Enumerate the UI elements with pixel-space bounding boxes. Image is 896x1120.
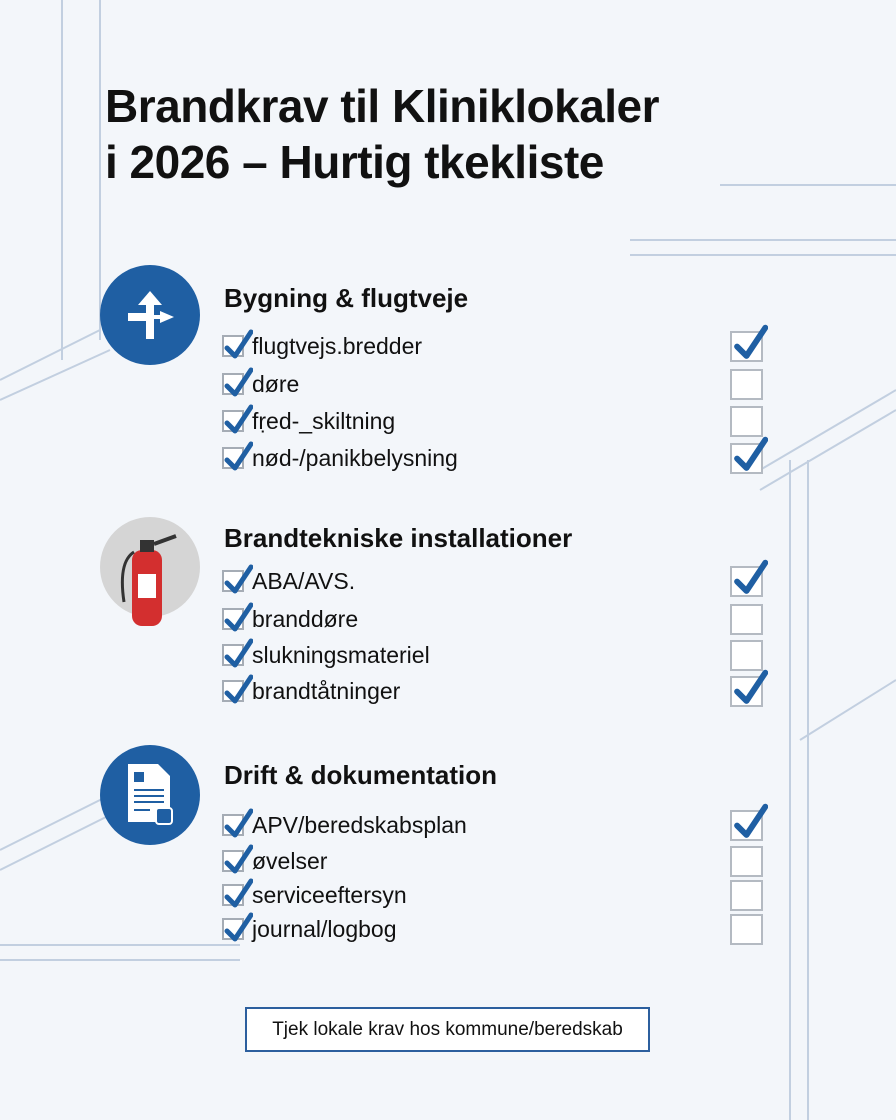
checkbox-checked-icon[interactable] xyxy=(222,884,244,906)
section-title: Bygning & flugtveje xyxy=(224,283,469,313)
checklist-item-label: ABA/AVS. xyxy=(252,567,356,594)
checklist-item-label: nød-/panikbelysning xyxy=(252,444,458,471)
checklist-item-label: journal/logbog xyxy=(252,915,397,942)
checklist-item-label: APV/beredskabsplan xyxy=(252,811,467,838)
status-checkbox-checked[interactable] xyxy=(730,566,763,597)
local-requirements-note xyxy=(245,1007,650,1052)
checklist-item-label: døre xyxy=(252,370,300,397)
checklist-item-label: øvelser xyxy=(252,847,328,874)
status-checkbox-checked[interactable] xyxy=(730,676,763,707)
title-line-2: i 2026 – Hurtig tkekliste xyxy=(105,136,604,188)
checklist-item xyxy=(222,565,355,597)
fire-extinguisher-icon xyxy=(100,517,200,617)
checkbox-checked-icon[interactable] xyxy=(222,918,244,940)
checklist-item-label: brandtåtninger xyxy=(252,677,401,704)
checkbox-checked-icon[interactable] xyxy=(222,608,244,630)
status-checkbox-checked[interactable] xyxy=(730,810,763,841)
checklist-item-label: slukningsmateriel xyxy=(252,641,430,668)
checklist-item-label: serviceeftersyn xyxy=(252,881,407,908)
checkbox-checked-icon[interactable] xyxy=(222,447,244,469)
status-checkbox-empty[interactable] xyxy=(730,604,763,635)
status-checkbox-checked[interactable] xyxy=(730,443,763,474)
status-checkbox-empty[interactable] xyxy=(730,369,763,400)
document-icon xyxy=(100,745,200,845)
checklist-item xyxy=(222,845,327,877)
status-checkbox-empty[interactable] xyxy=(730,640,763,671)
section-title: Drift & dokumentation xyxy=(224,760,497,790)
footer-text: Tjek lokale krav hos kommune/beredskab xyxy=(272,1018,623,1040)
checkbox-checked-icon[interactable] xyxy=(222,410,244,432)
section-title: Brandtekniske installationer xyxy=(224,523,573,553)
title-line-1: Brandkrav til Kliniklokaler xyxy=(105,80,660,132)
direction-arrows-icon xyxy=(100,265,200,365)
checklist-item-label: flugtvejs.bredder xyxy=(252,332,423,359)
checkbox-checked-icon[interactable] xyxy=(222,570,244,592)
status-checkbox-checked[interactable] xyxy=(730,331,763,362)
status-checkbox-empty[interactable] xyxy=(730,846,763,877)
checkbox-checked-icon[interactable] xyxy=(222,814,244,836)
checkbox-checked-icon[interactable] xyxy=(222,850,244,872)
checklist-item xyxy=(222,675,400,707)
status-checkbox-empty[interactable] xyxy=(730,880,763,911)
checkbox-checked-icon[interactable] xyxy=(222,373,244,395)
checklist-item-label: branddøre xyxy=(252,605,359,632)
checklist-item xyxy=(222,603,358,635)
status-checkbox-empty[interactable] xyxy=(730,914,763,945)
checkbox-checked-icon[interactable] xyxy=(222,644,244,666)
checklist-item xyxy=(222,879,407,911)
checklist-item xyxy=(222,405,395,437)
checklist-item xyxy=(222,330,422,362)
checklist-item xyxy=(222,913,397,945)
checkbox-checked-icon[interactable] xyxy=(222,680,244,702)
checklist-item xyxy=(222,809,467,841)
checklist-item-label: fṛed-_skiltning xyxy=(252,407,396,434)
checkbox-checked-icon[interactable] xyxy=(222,335,244,357)
checklist-item xyxy=(222,368,299,400)
checklist-item xyxy=(222,639,430,671)
status-checkbox-empty[interactable] xyxy=(730,406,763,437)
checklist-item xyxy=(222,442,458,474)
page-title xyxy=(105,78,659,190)
